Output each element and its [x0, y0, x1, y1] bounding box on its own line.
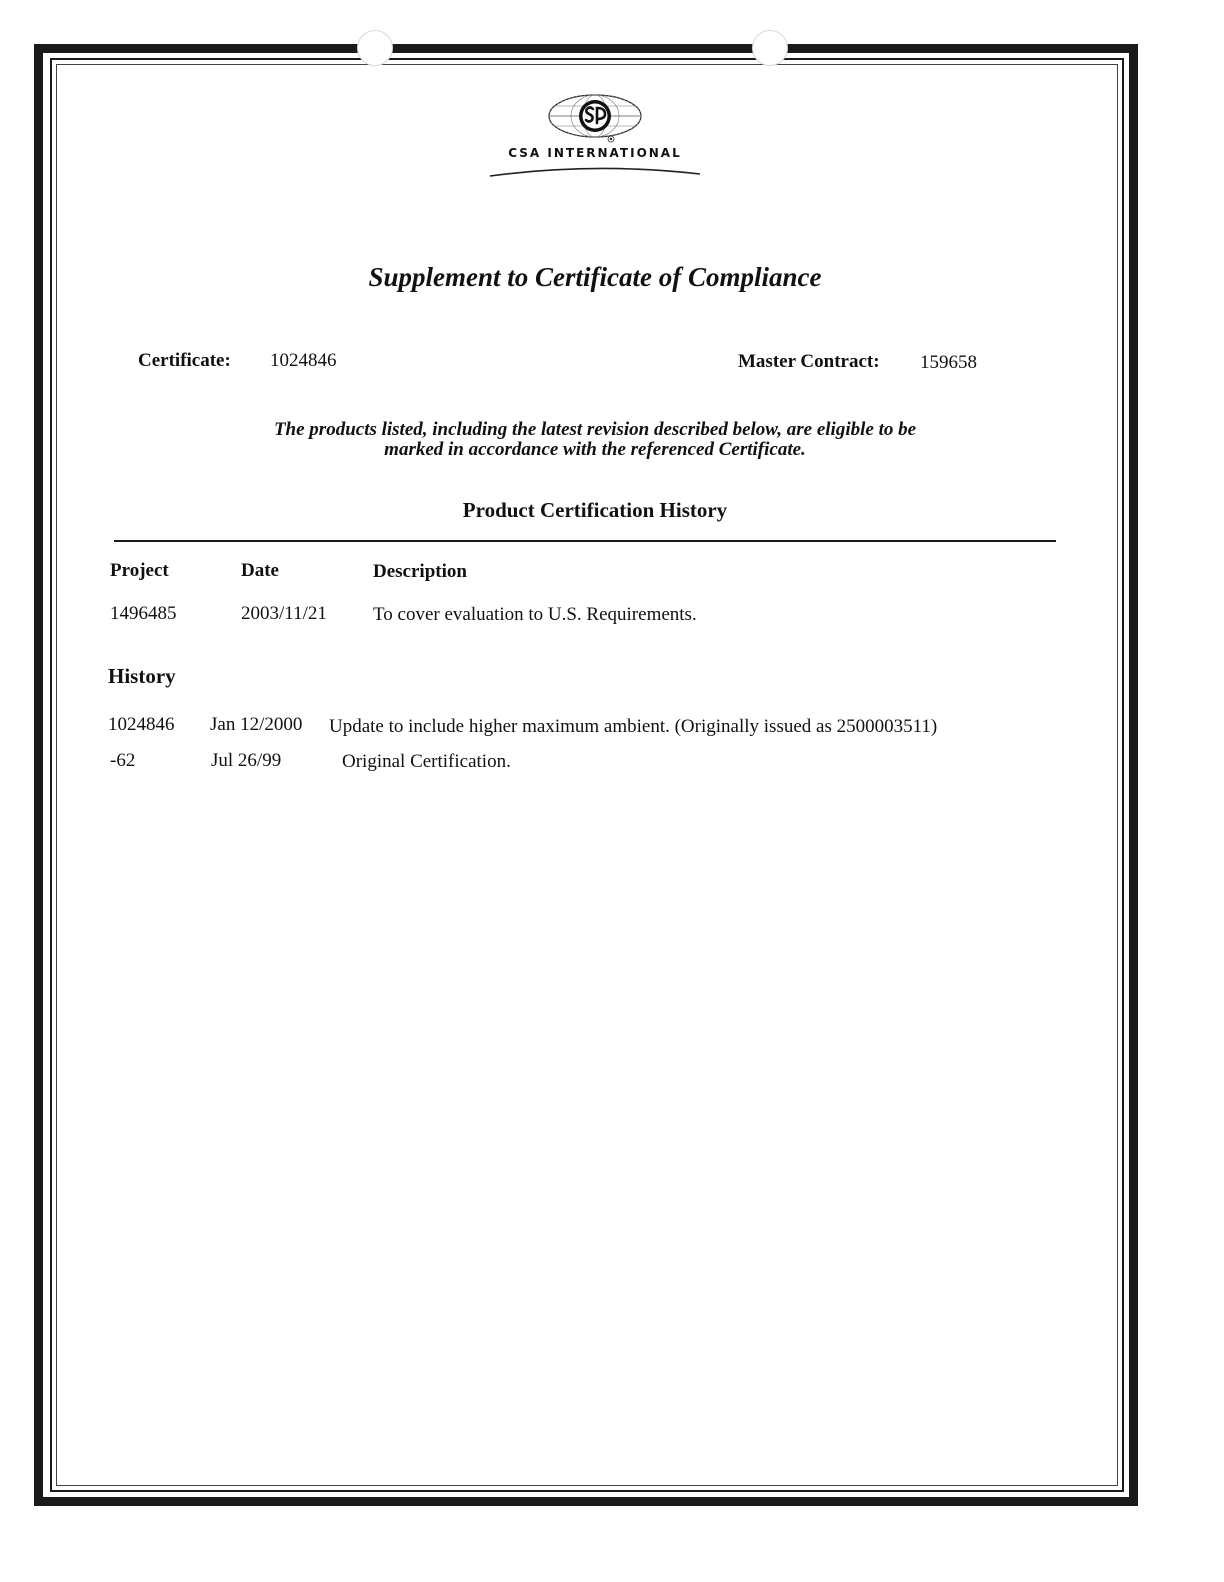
- master-contract-number: 159658: [920, 352, 977, 373]
- notice-line-1: The products listed, including the latest revision described below, are eligible to be: [273, 419, 917, 440]
- table-row-date: 2003/11/21: [241, 603, 327, 624]
- certificate-number: 1024846: [270, 350, 337, 371]
- history-row-project: 1024846: [108, 714, 175, 735]
- history-row-description: Update to include higher maximum ambient. (Originally issued as 2500003511): [329, 716, 938, 737]
- document-title: Supplement to Certificate of Compliance: [368, 262, 822, 292]
- punch-hole-right: [752, 30, 788, 66]
- history-row-project: -62: [110, 750, 136, 771]
- csa-logo: [480, 92, 710, 178]
- certificate-label: Certificate:: [138, 350, 231, 371]
- eligibility-notice: [230, 420, 960, 460]
- punch-hole-left: [357, 30, 393, 66]
- logo-swoosh-icon: [488, 164, 702, 178]
- csa-globe-logo-icon: [545, 92, 645, 144]
- history-heading: History: [108, 664, 176, 688]
- column-header-date: Date: [241, 560, 279, 581]
- history-row-description: Original Certification.: [342, 751, 511, 772]
- logo-wordmark: CSA INTERNATIONAL: [508, 146, 682, 160]
- column-header-project: Project: [110, 560, 169, 581]
- column-header-description: Description: [373, 561, 467, 582]
- section-title: Product Certification History: [462, 498, 728, 522]
- table-row-description: To cover evaluation to U.S. Requirements.: [373, 604, 697, 625]
- history-row-date: Jul 26/99: [211, 750, 282, 771]
- master-contract-label: Master Contract:: [738, 351, 880, 372]
- section-divider: [114, 540, 1056, 542]
- notice-line-2: marked in accordance with the referenced Certificate.: [384, 439, 806, 460]
- history-row-date: Jan 12/2000: [210, 714, 303, 735]
- table-row-project: 1496485: [110, 603, 177, 624]
